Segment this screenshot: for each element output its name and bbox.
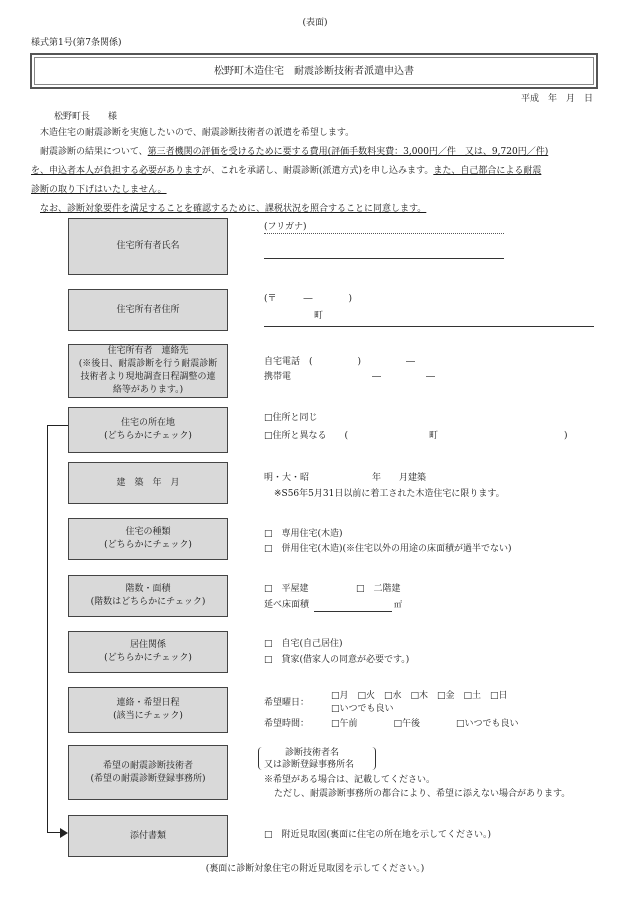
paragraph-fee <box>31 143 601 200</box>
floor-area-unit: ㎡ <box>394 600 402 609</box>
kind-combined-checkbox[interactable]: □ 併用住宅(木造)(※住宅以外の用途の床面積が過半でない) <box>264 544 512 554</box>
office-name-hint: 又は診断登録事務所名 <box>264 760 355 770</box>
preferred-time-checkboxes[interactable]: □午前 □午後 □いつでも良い <box>331 719 519 729</box>
label-owner-name <box>68 218 228 275</box>
label-floors-2: (階数はどちらかにチェック) <box>90 597 206 607</box>
technician-note-2: ただし、耐震診断事務所の都合により、希望に添えない場合があります。 <box>274 789 571 799</box>
fee-text-3: を、申込者本人が負担する必要があります <box>31 166 203 176</box>
preferred-time-label: 希望時間： <box>264 719 310 729</box>
location-same-checkbox[interactable]: □住所と同じ <box>264 413 318 423</box>
furigana-label: (フリガナ) <box>264 222 307 232</box>
furigana-line[interactable] <box>264 233 504 234</box>
label-residence-1: 居住関係 <box>129 640 166 650</box>
connector-top <box>47 425 68 426</box>
owner-address-line[interactable] <box>264 326 594 327</box>
label-contact-1: 住宅所有者 連絡先 <box>107 346 189 356</box>
label-attachment-text: 添付書類 <box>129 830 166 841</box>
label-built <box>68 462 228 504</box>
mobile-phone-field[interactable]: 携帯電 ― ― <box>264 372 436 382</box>
form-number: 様式第1号(第7条関係) <box>31 38 122 48</box>
label-kind-1: 住宅の種類 <box>125 527 171 537</box>
label-contact-4: 絡等があります。) <box>112 385 184 395</box>
label-location <box>68 407 228 453</box>
fee-text-2: 第三者機関の評価を受けるために要する費用(評価手数料実費：3,000円／件 又は、9,720円／件) <box>147 147 549 157</box>
technician-name-hint: 診断技術者名 <box>285 748 340 758</box>
residence-self-checkbox[interactable]: □ 自宅(自己居住) <box>264 639 343 649</box>
kind-dedicated-checkbox[interactable]: □ 専用住宅(木造) <box>264 529 343 539</box>
built-note: ※S56年5月31日以前に着工された木造住宅に限ります。 <box>274 489 505 499</box>
label-technician-2: (希望の耐震診断登録事務所) <box>90 773 206 784</box>
label-contact <box>68 344 228 398</box>
fee-text-6: 診断の取り下げはいたしません。 <box>31 185 167 195</box>
label-contact-2: (※後日、耐震診断を行う耐震診断 <box>78 359 218 369</box>
floor-area-label: 延べ床面積 <box>264 600 310 610</box>
label-location-1: 住宅の所在地 <box>120 418 175 428</box>
label-kind <box>68 518 228 560</box>
paragraph-request: 木造住宅の耐震診断を実施したいので、耐震診断技術者の派遣を希望します。 <box>40 128 355 138</box>
date-field[interactable]: 平成 年 月 日 <box>521 94 594 104</box>
label-kind-2: (どちらかにチェック) <box>104 540 192 550</box>
owner-name-line[interactable] <box>264 258 504 259</box>
footer-note: (裏面に診断対象住宅の附近見取図を示してください。) <box>205 864 425 874</box>
address-town: 町 <box>314 311 324 321</box>
label-floors-1: 階数・面積 <box>125 584 171 594</box>
label-built-text: 建 築 年 月 <box>116 477 180 488</box>
location-different-checkbox[interactable]: □住所と異なる ( 町 ) <box>264 431 568 441</box>
technician-note-1: ※希望がある場合は、記載してください。 <box>264 775 436 785</box>
label-owner-address-text: 住宅所有者住所 <box>116 304 180 315</box>
label-schedule <box>68 687 228 733</box>
label-schedule-1: 連絡・希望日程 <box>116 698 180 708</box>
label-owner-address <box>68 289 228 331</box>
label-owner-name-text: 住宅所有者氏名 <box>116 241 180 251</box>
anyday-checkbox[interactable]: □いつでも良い <box>331 704 394 714</box>
fee-text-5: また、自己都合による耐震 <box>433 166 542 176</box>
connector-bottom <box>47 832 61 833</box>
floors-single-checkbox[interactable]: □ 平屋建 <box>264 584 309 594</box>
fee-text-1: 耐震診断の結果について、 <box>40 147 148 157</box>
title-box <box>30 53 598 89</box>
connector-vertical <box>47 425 48 832</box>
label-residence <box>68 631 228 673</box>
label-technician-1: 希望の耐震診断技術者 <box>102 760 193 771</box>
home-phone-field[interactable]: 自宅電話 ( ) ― <box>264 357 416 367</box>
arrow-head-icon <box>60 828 68 838</box>
attachment-map-checkbox[interactable]: □ 附近見取図(裏面に住宅の所在地を示してください。) <box>264 830 492 840</box>
label-floors <box>68 575 228 617</box>
fee-text-4: が、これを承諾し、耐震診断(派遣方式)を申し込みます。 <box>202 166 434 176</box>
label-contact-3: 技術者より現地調査日程調整の連 <box>80 372 216 382</box>
residence-rental-checkbox[interactable]: □ 貸家(借家人の同意が必要です。) <box>264 655 410 665</box>
page-side-label: (表面) <box>302 18 328 28</box>
label-schedule-2: (該当にチェック) <box>113 711 183 721</box>
postal-code-field[interactable]: (〒 ― ) <box>264 294 353 304</box>
built-date-field[interactable]: 明・大・昭 年 月建築 <box>264 473 427 483</box>
preferred-day-checkboxes[interactable]: □月 □火 □水 □木 □金 □土 □日 <box>331 691 508 701</box>
label-residence-2: (どちらかにチェック) <box>104 653 192 663</box>
addressee: 松野町長 様 <box>54 112 118 122</box>
label-attachment <box>68 815 228 857</box>
preferred-day-label: 希望曜日： <box>264 698 310 708</box>
floor-area-input[interactable] <box>314 611 392 612</box>
label-technician <box>68 745 228 800</box>
form-title: 松野町木造住宅 耐震診断技術者派遣申込書 <box>214 66 414 77</box>
paragraph-consent: なお、診断対象要件を満足することを確認するために、課税状況を照合することに同意します。 <box>40 204 427 214</box>
floors-double-checkbox[interactable]: □ 二階建 <box>356 584 401 594</box>
label-location-2: (どちらかにチェック) <box>104 431 192 441</box>
